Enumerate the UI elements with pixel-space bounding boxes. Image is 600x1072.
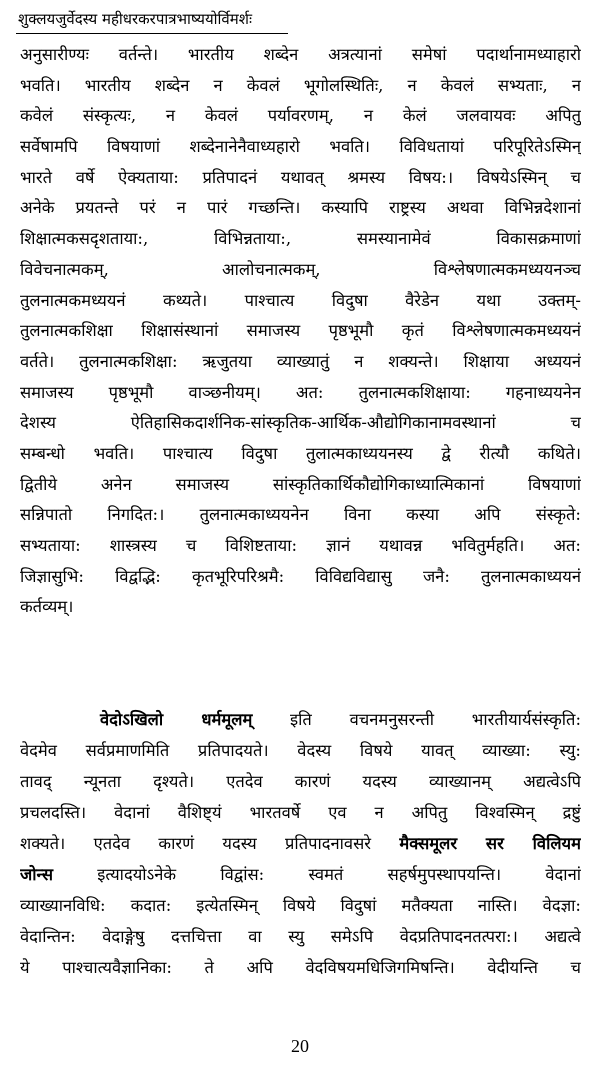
text-line: सभ्यताया: शास्त्रस्य च विशिष्टताया: ज्ञानं यथावन्न भवितुर्महति। अत:	[20, 536, 581, 555]
bold-phrase-vedo-akhilo: वेदोऽखिलो धर्ममूलम्	[100, 710, 253, 729]
text-line: वेदान्तिन: वेदाङ्गेषु दत्तचित्ता वा स्यु समेऽपि वेदप्रतिपादनतत्परा:। अद्यत्वे	[20, 927, 581, 946]
text-line: सर्वेषामपि विषयाणां शब्देनानेनैवाध्यहारो भवति। विविधतायां परिपूरितेऽस्मिन्	[20, 137, 581, 157]
text-line: ये पाश्चात्यवैज्ञानिका: ते अपि वेदविषयमधिजिगमिषन्ति। वेदीयन्ति च	[20, 958, 581, 977]
text-line: कर्तव्यम्।	[20, 597, 74, 617]
text-line	[20, 859, 581, 890]
header-rule	[16, 33, 288, 34]
paragraph-2	[20, 704, 581, 983]
text-line: देशस्य ऐतिहासिकदार्शनिक-सांस्कृतिक-आर्थिक-औद्योगिकानामवस्थानां च	[20, 413, 581, 433]
text-line: अनुसारीण्यः वर्तन्ते। भारतीय शब्देन अत्रत्यानां समेषां पदार्थानामध्याहारो	[20, 45, 581, 64]
text-line: सन्निपातो निगदित:। तुलनात्मकाध्ययनेन विना कस्या अपि संस्कृते:	[20, 505, 581, 525]
text-line: जिज्ञासुभि: विद्वद्भि: कृतभूरिपरिश्रमै: विविद्यविद्यासु जनै: तुलनात्मकाध्ययनं	[20, 566, 581, 586]
text-line: तुलनात्मकमध्ययनं कथ्यते। पाश्चात्य विदुषा वैरेडेन यथा उक्तम्-	[20, 290, 581, 310]
text-line: द्वितीये अनेन समाजस्य सांस्कृतिकार्थिकौद्योगिकाध्यात्मिकानां विषयाणां	[20, 474, 581, 494]
text-line: तावद् न्यूनता दृश्यते। एतदेव कारणं यदस्य व्याख्यानम् अद्यत्वेऽपि	[20, 772, 581, 791]
text-span: इत्यादयोऽनेके विद्वांस: स्वमतं सहर्षमुपस्थापयन्ति। वेदानां	[52, 865, 581, 884]
text-line	[20, 828, 581, 859]
text-line: भारते वर्षे ऐक्यताया: प्रतिपादनं यथावत् श्रमस्य विषय:। विषयेऽस्मिन् च	[20, 167, 581, 187]
text-line	[20, 704, 581, 735]
text-line: वेदमेव सर्वप्रमाणमिति प्रतिपादयते। वेदस्य विषये यावत् व्याख्या: स्यु:	[20, 741, 581, 760]
text-span: इति वचनमनुसरन्ती भारतीयार्यसंस्कृति:	[252, 710, 581, 729]
paragraph-1	[20, 40, 581, 623]
text-line: विवेचनात्मकम्, आलोचनात्मकम्, विश्लेषणात्मकमध्ययनञ्च	[20, 259, 581, 279]
text-line: भवति। भारतीय शब्देन न केवलं भूगोलस्थितिः, न केवलं सभ्यताः, न	[20, 75, 581, 95]
text-line: अनेके प्रयतन्ते परं न पारं गच्छन्ति। कस्यापि राष्ट्रस्य अथवा विभिन्नदेशानां	[20, 198, 581, 218]
bold-name-max-muller: मैक्समूलर सर विलियम	[399, 834, 581, 853]
text-line: समाजस्य पृष्ठभूमौ वाञ्छनीयम्। अत: तुलनात्मकशिक्षाया: गहनाध्ययनेन	[20, 382, 581, 402]
bold-name-jones: जोन्स	[20, 865, 53, 884]
text-line: वर्तते। तुलनात्मकशिक्षा: ऋजुतया व्याख्यातुं न शक्यन्ते। शिक्षाया अध्ययनं	[20, 351, 581, 371]
running-header: शुक्लयजुर्वेदस्य महीधरकरपात्रभाष्ययोर्विमर्शः	[18, 10, 252, 28]
text-line: तुलनात्मकशिक्षा शिक्षासंस्थानां समाजस्य पृष्ठभूमौ कृतं विश्लेषणात्मकमध्ययनं	[20, 321, 581, 341]
text-line: व्याख्यानविधि: कदात: इत्येतस्मिन् विषये विदुषां मतैक्यता नास्ति। वेदज्ञा:	[20, 896, 581, 915]
text-span: शक्यते। एतदेव कारणं यदस्य प्रतिपादनावसरे	[20, 834, 400, 853]
page-number: 20	[291, 1036, 309, 1056]
text-line: कवेलं संस्कृत्यः, न केवलं पर्यावरणम्, न केलं जलवायवः अपितु	[20, 106, 581, 126]
text-line: सम्बन्धो भवति। पाश्चात्य विदुषा तुलात्मकाध्ययनस्य द्वे रीत्यौ कथिते।	[20, 443, 581, 463]
text-line: प्रचलदस्ति। वेदानां वैशिष्ट्यं भारतवर्षे एव न अपितु विश्वस्मिन् द्रष्टुं	[20, 803, 581, 822]
text-line: शिक्षात्मकसदृशताया:, विभिन्नताया:, समस्यानामेवं विकासक्रमाणां	[20, 229, 581, 249]
